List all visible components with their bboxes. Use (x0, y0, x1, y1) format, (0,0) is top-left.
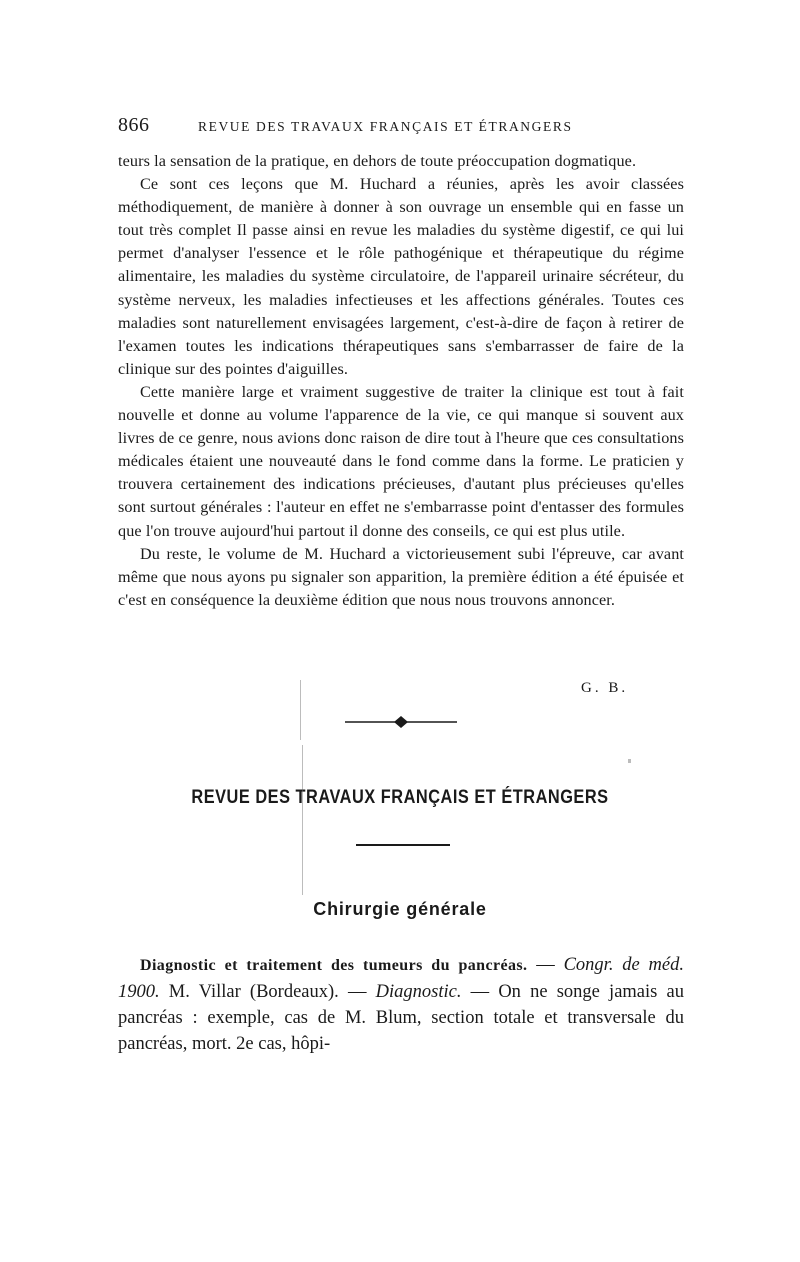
article-label: Diagnostic. (375, 982, 462, 1002)
article-dash: — (527, 955, 564, 975)
page-number: 866 (118, 114, 150, 136)
heading-rule (356, 844, 450, 846)
article-source: Congr. de méd. 1900. (118, 955, 684, 1002)
scan-artifact (628, 759, 631, 763)
scan-artifact (300, 680, 301, 740)
running-head (118, 114, 684, 140)
scan-artifact (302, 745, 303, 895)
signature: G. B. (581, 680, 629, 696)
article-text: — On ne songe jamais au pancréas : exemple, cas de M. Blum, section totale et transversale du pancréas, mort. 2e cas, hôpi- (118, 982, 684, 1054)
paragraph-1: teurs la sensation de la pratique, en dehors de toute préoccupation dogmatique. (118, 152, 637, 170)
paragraph-4: Du reste, le volume de M. Huchard a victorieusement subi l'épreuve, car avant même que nous ayons pu signaler son apparition, la première édition a été épuisée et c'est en conséquence la deuxième édition que nous nous trouvons annoncer. (118, 544, 684, 609)
article-title: Diagnostic et traitement des tumeurs du pancréas. (140, 957, 528, 974)
article-entry (118, 952, 684, 1057)
article-author: M. Villar (Bordeaux). — (159, 982, 376, 1002)
diamond-divider-icon (345, 715, 457, 729)
article-paragraph (118, 952, 684, 1057)
running-title: REVUE DES TRAVAUX FRANÇAIS ET ÉTRANGERS (198, 119, 573, 134)
subsection-heading: Chirurgie générale (313, 899, 487, 919)
paragraph-2: Ce sont ces leçons que M. Huchard a réunies, après les avoir classées méthodiquement, de manière à donner à son ouvrage un ensemble qui en fasse un tout très complet Il passe ainsi en revue les maladies du système digestif, ce qui lui permet d'analyser l'essence et le rôle pathogénique et thérapeutique du régime alimentaire, les maladies du système circulatoire, de l'appareil urinaire sécréteur, du système nerveux, les maladies infectieuses et les affections générales. Toutes ces maladies sont naturellement envisagées largement, c'est-à-dire de façon à retirer de l'examen toutes les indications thérapeutiques sans s'embarrasser de faire de la clinique sur des pointes d'aiguilles. (118, 175, 684, 378)
review-body (118, 150, 684, 612)
paragraph-3: Cette manière large et vraiment suggestive de traiter la clinique est tout à fait nouvelle et donne au volume l'apparence de la vie, ce qui manque si souvent aux livres de ce genre, nous avions donc raison de dire tout à l'heure que ces consultations médicales étaient une nouveauté dans le fond comme dans la forme. Le praticien y trouvera certainement des indications précieuses, d'autant plus précieuses qu'elles sont surtout générales : l'auteur en effet ne s'embarrasse point d'entasser des formules que l'on trouve aujourd'hui partout il donne des conseils, ce qui est plus utile. (118, 382, 684, 540)
section-heading: REVUE DES TRAVAUX FRANÇAIS ET ÉTRANGERS (191, 787, 609, 808)
